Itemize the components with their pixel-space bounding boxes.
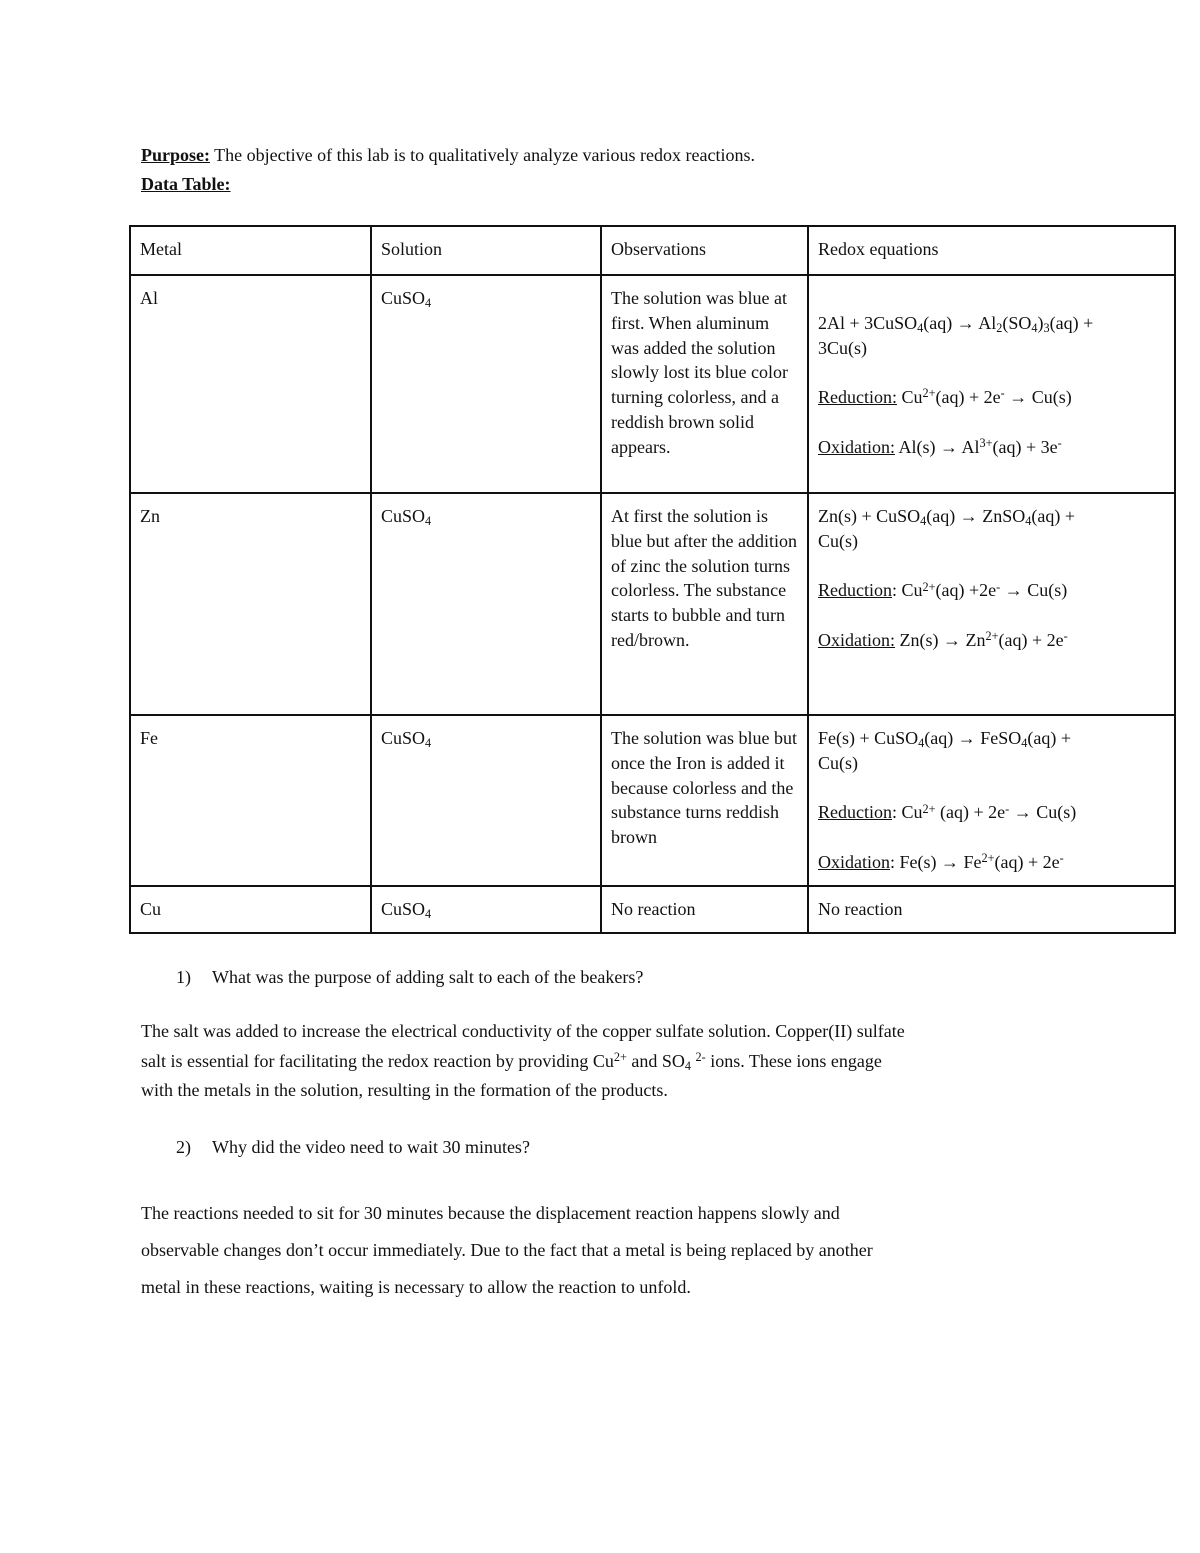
metal-cell: Cu bbox=[130, 886, 371, 933]
text-run: (aq) → ZnSO bbox=[926, 506, 1026, 526]
blank-line bbox=[818, 286, 1166, 311]
text-run: The salt was added to increase the electrical conductivity of the copper sulfate solution. Copper(II) sulfate bbox=[141, 1021, 905, 1041]
superscript: - bbox=[1000, 386, 1005, 401]
text-run: CuSO bbox=[381, 288, 426, 308]
subscript: 3 bbox=[1043, 320, 1050, 335]
equation-line bbox=[818, 504, 1166, 529]
equation-line bbox=[818, 800, 1166, 825]
text-run: (aq) + 2e bbox=[935, 387, 1001, 408]
blank-line bbox=[818, 360, 1166, 385]
redox-equations-cell bbox=[808, 715, 1175, 886]
answer-2 bbox=[141, 1195, 1101, 1306]
solution-cell bbox=[371, 886, 601, 933]
text-run: and SO bbox=[626, 1050, 685, 1071]
observations-cell: The solution was blue but once the Iron is added it because colorless and the substance turns reddish brown bbox=[601, 715, 808, 886]
text-run: Cu(s) bbox=[818, 752, 858, 773]
solution-cell bbox=[371, 715, 601, 886]
table-row bbox=[130, 275, 1175, 493]
question-text: Why did the video need to wait 30 minutes? bbox=[212, 1137, 530, 1157]
text-run: Cu bbox=[897, 387, 923, 408]
equation-line bbox=[818, 529, 1166, 554]
data-table-title: Data Table: bbox=[141, 174, 231, 194]
superscript: - bbox=[1005, 801, 1010, 816]
text-run: (aq) + bbox=[1027, 728, 1072, 748]
purpose-label: Purpose: bbox=[141, 145, 210, 165]
text-run: (aq) + 2e bbox=[935, 802, 1006, 823]
text-run: (aq) + 2e bbox=[998, 629, 1064, 650]
metal-cell: Al bbox=[130, 275, 371, 493]
text-run: (aq) → FeSO bbox=[924, 728, 1022, 748]
subscript: 4 bbox=[425, 296, 432, 311]
blank-line bbox=[818, 554, 1166, 579]
subscript: 4 bbox=[425, 736, 432, 751]
metal-cell: Zn bbox=[130, 493, 371, 715]
answer-line bbox=[141, 1047, 1101, 1077]
question-2 bbox=[176, 1134, 530, 1160]
text-run: Al(s) → Al bbox=[895, 436, 980, 457]
text-run: (aq) + 3e bbox=[992, 436, 1058, 457]
equation-line bbox=[818, 850, 1166, 875]
subscript: 4 bbox=[1021, 736, 1028, 751]
text-run: The reactions needed to sit for 30 minutes because the displacement reaction happens slowly and bbox=[141, 1203, 840, 1223]
header-observations: Observations bbox=[601, 226, 808, 275]
text-run: observable changes don’t occur immediately. Due to the fact that a metal is being replaced by another bbox=[141, 1240, 873, 1260]
text-run: Oxidation: bbox=[818, 436, 895, 457]
question-number: 2) bbox=[176, 1137, 191, 1157]
superscript: 2- bbox=[695, 1049, 706, 1064]
subscript: 4 bbox=[425, 514, 432, 529]
question-1 bbox=[176, 964, 643, 990]
question-text: What was the purpose of adding salt to each of the beakers? bbox=[212, 967, 644, 987]
purpose-line bbox=[141, 142, 755, 168]
text-run: : Cu bbox=[892, 802, 923, 823]
subscript: 2 bbox=[996, 320, 1003, 335]
text-run: (aq) + bbox=[1031, 506, 1076, 526]
answer-line bbox=[141, 1076, 1101, 1106]
metal-cell: Fe bbox=[130, 715, 371, 886]
superscript: 2+ bbox=[613, 1049, 627, 1064]
subscript: 4 bbox=[1031, 320, 1038, 335]
text-run: (aq) + 2e bbox=[994, 851, 1060, 872]
superscript: - bbox=[1063, 629, 1068, 644]
equation-line bbox=[818, 726, 1166, 751]
text-run: Zn(s) + CuSO bbox=[818, 506, 921, 526]
text-run: CuSO bbox=[381, 506, 426, 526]
text-run: Oxidation bbox=[818, 851, 890, 872]
subscript: 4 bbox=[425, 907, 432, 922]
text-run: ions. These ions engage bbox=[705, 1050, 882, 1071]
superscript: 2+ bbox=[922, 801, 936, 816]
table-row bbox=[130, 886, 1175, 933]
answer-line bbox=[141, 1232, 1101, 1269]
answer-line bbox=[141, 1269, 1101, 1306]
text-run: Zn(s) → Zn bbox=[895, 629, 986, 650]
equation-line bbox=[818, 385, 1166, 410]
solution-cell bbox=[371, 275, 601, 493]
blank-line bbox=[818, 603, 1166, 628]
question-number: 1) bbox=[176, 967, 191, 987]
equation-line bbox=[818, 628, 1166, 653]
text-run: → Cu(s) bbox=[1009, 802, 1077, 823]
equation-line bbox=[818, 311, 1166, 336]
equation-line bbox=[818, 435, 1166, 460]
observations-cell: The solution was blue at first. When aluminum was added the solution slowly lost its blue color turning colorless, and a reddish brown solid appears. bbox=[601, 275, 808, 493]
text-run: salt is essential for facilitating the redox reaction by providing Cu bbox=[141, 1050, 614, 1071]
blank-line bbox=[818, 410, 1166, 435]
answer-line bbox=[141, 1195, 1101, 1232]
superscript: - bbox=[1059, 851, 1064, 866]
subscript: 4 bbox=[1025, 514, 1032, 529]
purpose-text: The objective of this lab is to qualitatively analyze various redox reactions. bbox=[210, 145, 756, 165]
data-table bbox=[129, 225, 1176, 934]
text-run: Reduction: bbox=[818, 387, 897, 408]
text-run: → Cu(s) bbox=[1000, 580, 1068, 601]
redox-equations-cell bbox=[808, 886, 1175, 933]
equation-line bbox=[818, 897, 1166, 922]
observations-cell: No reaction bbox=[601, 886, 808, 933]
text-run: Reduction bbox=[818, 802, 892, 823]
superscript: - bbox=[1057, 435, 1062, 450]
superscript: 3+ bbox=[979, 435, 993, 450]
text-run: → Cu(s) bbox=[1004, 387, 1072, 408]
redox-equations-cell bbox=[808, 493, 1175, 715]
text-run: Cu(s) bbox=[818, 530, 858, 551]
text-run bbox=[691, 1051, 696, 1071]
table-header-row bbox=[130, 226, 1175, 275]
text-run: Reduction bbox=[818, 580, 892, 601]
text-run: CuSO bbox=[381, 899, 426, 919]
superscript: 2+ bbox=[922, 386, 936, 401]
header-redox-equations: Redox equations bbox=[808, 226, 1175, 275]
table-row bbox=[130, 715, 1175, 886]
text-run: : Fe(s) → Fe bbox=[890, 851, 982, 872]
blank-line bbox=[818, 776, 1166, 801]
text-run: metal in these reactions, waiting is necessary to allow the reaction to unfold. bbox=[141, 1277, 691, 1297]
text-run: CuSO bbox=[381, 728, 426, 748]
text-run: (aq) +2e bbox=[935, 580, 997, 601]
table-row bbox=[130, 493, 1175, 715]
subscript: 4 bbox=[917, 320, 924, 335]
text-run: Fe(s) + CuSO bbox=[818, 728, 919, 748]
answer-line bbox=[141, 1017, 1101, 1047]
observations-cell: At first the solution is blue but after the addition of zinc the solution turns colorless. The substance starts to bubble and turn red/brown. bbox=[601, 493, 808, 715]
text-run: ) bbox=[1037, 312, 1044, 333]
text-run: with the metals in the solution, resulting in the formation of the products. bbox=[141, 1080, 668, 1100]
text-run: (aq) + bbox=[1049, 312, 1094, 333]
subscript: 4 bbox=[920, 514, 927, 529]
text-run: (SO bbox=[1002, 312, 1032, 333]
superscript: 2+ bbox=[981, 851, 995, 866]
subscript: 4 bbox=[918, 736, 925, 751]
header-metal: Metal bbox=[130, 226, 371, 275]
equation-line bbox=[818, 336, 1166, 361]
blank-line bbox=[818, 825, 1166, 850]
superscript: 2+ bbox=[922, 579, 936, 594]
superscript: - bbox=[996, 579, 1001, 594]
text-run: No reaction bbox=[818, 899, 903, 919]
text-run: : Cu bbox=[892, 580, 923, 601]
subscript: 4 bbox=[684, 1058, 692, 1073]
answer-1 bbox=[141, 1017, 1101, 1106]
solution-cell bbox=[371, 493, 601, 715]
text-run: (aq) → Al bbox=[923, 312, 997, 333]
equation-line bbox=[818, 578, 1166, 603]
equation-line bbox=[818, 751, 1166, 776]
header-solution: Solution bbox=[371, 226, 601, 275]
text-run: Oxidation: bbox=[818, 629, 895, 650]
superscript: 2+ bbox=[985, 629, 999, 644]
text-run: 2Al + 3CuSO bbox=[818, 312, 918, 333]
text-run: 3Cu(s) bbox=[818, 337, 867, 358]
redox-equations-cell bbox=[808, 275, 1175, 493]
